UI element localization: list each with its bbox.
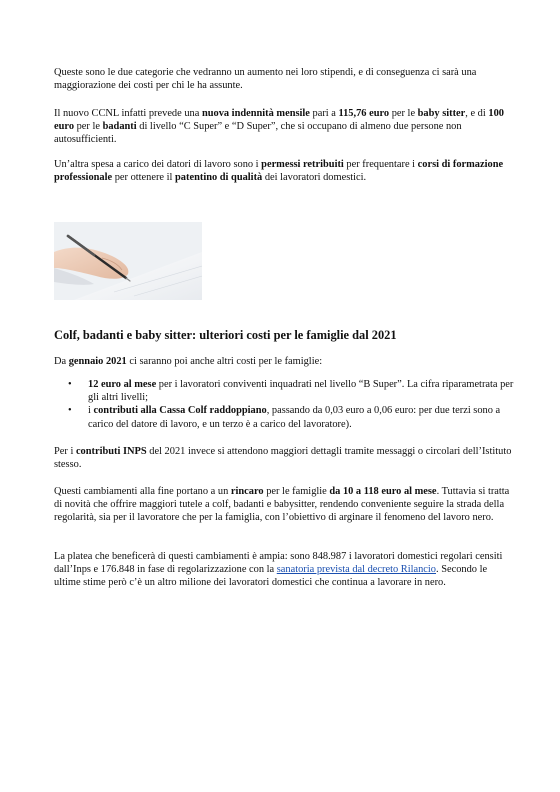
paragraph-inps: Per i contributi INPS del 2021 invece si attendono maggiori dettagli tramite messaggi o circolari dell’Istituto stesso. [54,446,512,471]
list-item: • 12 euro al mese per i lavoratori conviventi inquadrati nel livello “B Super”. La cifra riparametrata per gli altri livelli; [68,379,514,404]
paragraph-permessi: Un’altra spesa a carico dei datori di lavoro sono i permessi retribuiti per frequentare i corsi di formazione professionale per ottenere il patentino di qualità dei lavoratori domestici. [54,159,504,184]
bullet-marker: • [68,379,72,390]
bullet-marker: • [68,405,72,417]
paragraph-gennaio: Da gennaio 2021 ci saranno poi anche altri costi per le famiglie: [54,356,323,367]
paragraph-rincaro: Questi cambiamenti alla fine portano a un rincaro per le famiglie da 10 a 118 euro al mese. Tuttavia si tratta di novità che offrire maggiori tutele a colf, badanti e babysitter, rendendo conveniente seguire la strada della regolarità, sia per il lavoratore che per la famiglia, con l’obiettivo di arginare il fenomeno del lavoro nero. [54,486,510,524]
sanatoria-link[interactable]: sanatoria prevista dal decreto Rilancio [276,564,436,576]
hand-with-pen-illustration [54,222,202,300]
section-heading: Colf, badanti e baby sitter: ulteriori costi per le famiglie dal 2021 [54,328,397,342]
writing-hand-photo [54,222,202,300]
paragraph-platea: La platea che beneficerà di questi cambiamenti è ampia: sono 848.987 i lavoratori domestici regolari censiti dall’Inps e 176.848 in fase di regolarizzazione con la sanatoria prevista dal decreto Rilancio. Secondo le ultime stime però c’è un altro milione dei lavoratori domestici che continua a lavorare in nero. [54,551,503,589]
cost-bullet-list [54,378,514,431]
list-item: • i contributi alla Cassa Colf raddoppiano, passando da 0,03 euro a 0,06 euro: per due terzi sono a carico del datore di lavoro, e un terzo è a carico del lavoratore). [68,405,501,430]
paragraph-intro: Queste sono le due categorie che vedranno un aumento nei loro stipendi, e di conseguenza ci sarà una maggiorazione dei costi per chi le ha assunte. [54,67,477,92]
paragraph-ccnl: Il nuovo CCNL infatti prevede una nuova indennità mensile pari a 115,76 euro per le baby sitter, e di 100 euro per le badanti di livello “C Super” e “D Super”, che si occupano di almeno due persone non autosufficienti. [54,108,504,146]
